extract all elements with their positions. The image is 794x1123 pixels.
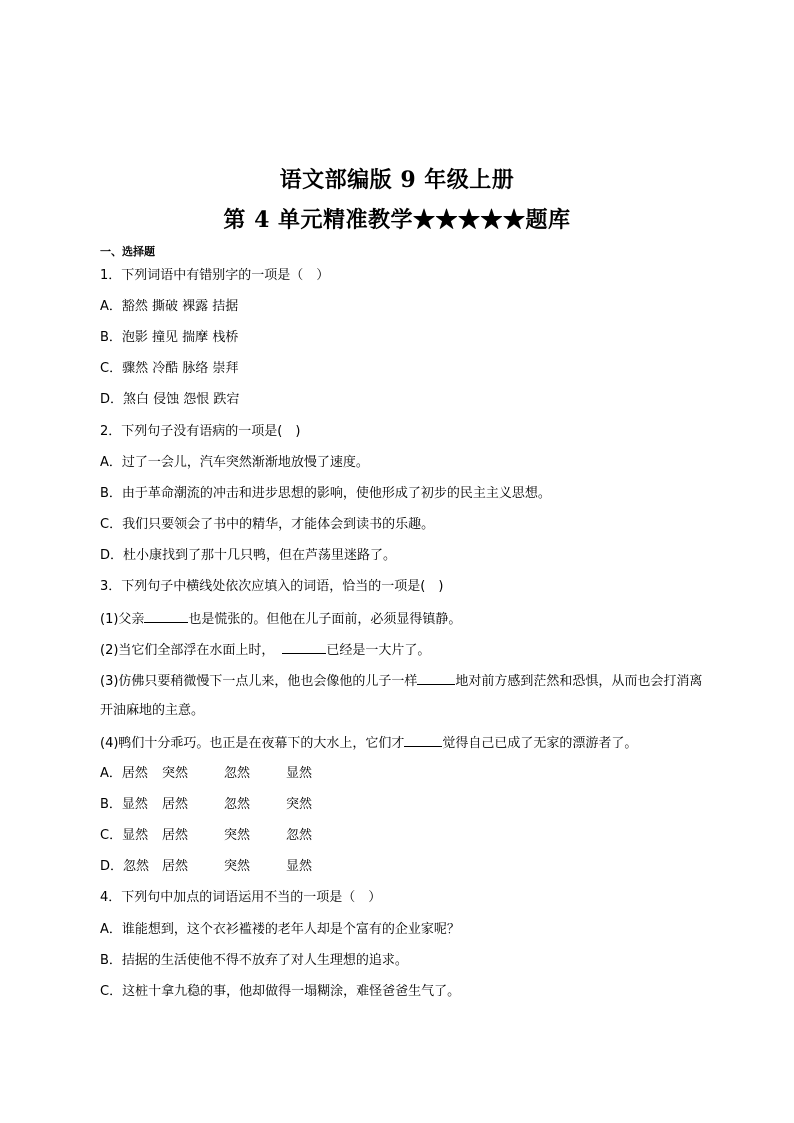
sentence-4-part-b: 觉得自己已成了无家的漂游者了。: [442, 736, 638, 751]
option-word: A．居然: [100, 766, 148, 781]
sentence-2-part-a: (2)当它们全部浮在水面上时，: [100, 643, 275, 658]
sentence-3-part-a: (3)仿佛只要稍微慢下一点儿来，他也会像他的儿子一样: [100, 674, 418, 689]
question-2-option-b: B．由于革命潮流的冲击和进步思想的影响，使他形成了初步的民主主义思想。: [100, 486, 551, 501]
option-word: 忽然: [224, 797, 251, 812]
question-3-sentence-3: [100, 672, 702, 690]
section-heading: 一、选择题: [100, 245, 155, 258]
question-3-sentence-3-continued: 开油麻地的主意。: [100, 703, 205, 718]
option-word: 突然: [162, 766, 189, 781]
question-2-stem: 2．下列句子没有语病的一项是( ): [100, 424, 301, 439]
question-4-stem: 4．下列句中加点的词语运用不当的一项是（ ）: [100, 890, 382, 905]
sentence-4-part-a: (4)鸭们十分乖巧。也正是在夜幕下的大水上，它们才: [100, 736, 405, 751]
option-word: C．显然: [100, 828, 149, 843]
question-3-option-b: [100, 797, 348, 813]
question-1-stem: 1．下列词语中有错别字的一项是（ ）: [100, 268, 330, 283]
question-3-stem: 3．下列句子中横线处依次应填入的词语，恰当的一项是( ): [100, 579, 444, 594]
sentence-2-part-b: 已经是一大片了。: [326, 643, 431, 658]
sentence-3-part-b: 地对前方感到茫然和恐惧，从而也会打消离: [455, 674, 703, 689]
option-word: 忽然: [286, 828, 313, 843]
option-word: 显然: [286, 766, 313, 781]
question-4-option-c: C．这桩十拿九稳的事，他却做得一塌糊涂，难怪爸爸生气了。: [100, 984, 461, 999]
question-1-option-c: C．骤然 冷酷 脉络 崇拜: [100, 361, 239, 376]
question-3-option-d: [100, 859, 348, 875]
document-title: 语文部编版 9 年级上册: [279, 167, 515, 193]
question-3-sentence-4: [100, 734, 637, 752]
option-word: 突然: [286, 797, 313, 812]
question-3-option-a: [100, 766, 348, 782]
question-1-option-d: D．煞白 侵蚀 怨恨 跌宕: [100, 392, 240, 407]
question-2-option-c: C．我们只要领会了书中的精华，才能体会到读书的乐趣。: [100, 517, 435, 532]
document-subtitle: 第 4 单元精准教学★★★★★题库: [223, 207, 571, 233]
question-1-option-a: A．豁然 撕破 裸露 拮据: [100, 299, 239, 314]
option-word: 居然: [162, 797, 189, 812]
question-1-option-b: B．泡影 撞见 揣摩 栈桥: [100, 330, 239, 345]
option-word: 突然: [224, 859, 251, 874]
option-word: B．显然: [100, 797, 148, 812]
sentence-1-part-a: (1)父亲: [100, 612, 145, 627]
fill-blank-4: [404, 734, 442, 747]
question-3-option-c: [100, 828, 348, 844]
option-word: 显然: [286, 859, 313, 874]
option-word: 突然: [224, 828, 251, 843]
sentence-1-part-b: 也是慌张的。但他在儿子面前，必须显得镇静。: [188, 612, 462, 627]
fill-blank-3: [417, 672, 455, 685]
option-word: 忽然: [224, 766, 251, 781]
question-2-option-a: A．过了一会儿，汽车突然渐渐地放慢了速度。: [100, 455, 369, 470]
question-2-option-d: D．杜小康找到了那十几只鸭，但在芦荡里迷路了。: [100, 548, 397, 563]
question-4-option-b: B．拮据的生活使他不得不放弃了对人生理想的追求。: [100, 953, 408, 968]
option-word: D．忽然: [100, 859, 150, 874]
option-word: 居然: [162, 828, 189, 843]
question-4-option-a: A．谁能想到，这个衣衫褴褛的老年人却是个富有的企业家呢？: [100, 922, 460, 937]
option-word: 居然: [162, 859, 189, 874]
question-3-sentence-2: [100, 641, 430, 659]
fill-blank-1: [144, 610, 188, 623]
fill-blank-2: [282, 641, 326, 654]
question-3-sentence-1: [100, 610, 461, 628]
